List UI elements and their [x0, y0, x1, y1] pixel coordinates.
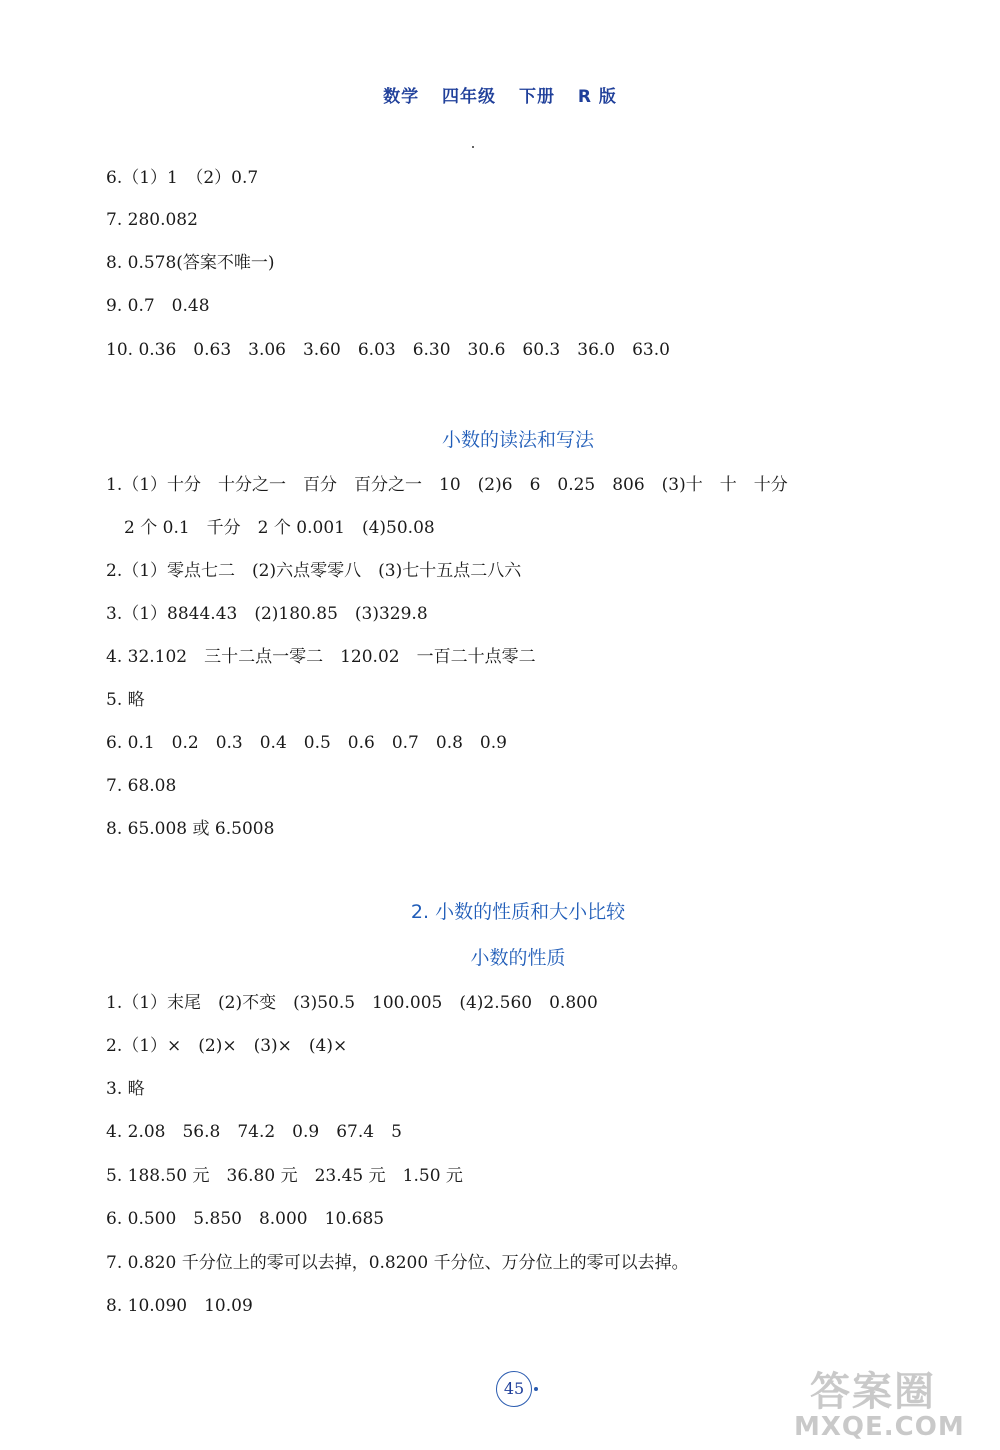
page-number: 45 — [496, 1371, 532, 1407]
header-grade: 四年级 — [442, 87, 497, 107]
answer-line: 9. 0.7 0.48 — [106, 296, 210, 316]
chapter-heading: 2. 小数的性质和大小比较 — [410, 901, 626, 923]
header-edition: R 版 — [577, 87, 617, 107]
header-volume: 下册 — [518, 87, 555, 107]
answer-line: 6. 0.1 0.2 0.3 0.4 0.5 0.6 0.7 0.8 0.9 — [106, 733, 507, 753]
stray-dot — [472, 146, 474, 148]
answer-line: 6. 0.500 5.850 8.000 10.685 — [106, 1209, 385, 1229]
answer-line: 1.（1）十分 十分之一 百分 百分之一 10 (2)6 6 0.25 806 (3)十 十 十分 — [106, 475, 788, 495]
answer-line: 1.（1）末尾 (2)不变 (3)50.5 100.005 (4)2.560 0.800 — [106, 993, 598, 1013]
watermark-logo — [792, 1358, 992, 1448]
answer-line: 6.（1）1 （2）0.7 — [106, 168, 259, 188]
answer-line: 5. 188.50 元 36.80 元 23.45 元 1.50 元 — [106, 1166, 463, 1186]
answer-line: 8. 65.008 或 6.5008 — [106, 819, 275, 839]
answer-line: 7. 280.082 — [106, 210, 198, 230]
answer-line: 2 个 0.1 千分 2 个 0.001 (4)50.08 — [124, 518, 435, 538]
answer-line: 3. 略 — [106, 1079, 145, 1099]
answer-line: 8. 0.578(答案不唯一) — [106, 253, 275, 273]
section-heading: 小数的读法和写法 — [441, 429, 594, 451]
watermark-url-text: MXQE.COM — [794, 1412, 965, 1442]
answer-line: 7. 68.08 — [106, 776, 177, 796]
header-subject: 数学 — [383, 87, 420, 107]
answer-line: 5. 略 — [106, 690, 145, 710]
page-header — [0, 82, 1000, 107]
answer-line: 8. 10.090 10.09 — [106, 1296, 253, 1316]
answer-line: 4. 2.08 56.8 74.2 0.9 67.4 5 — [106, 1122, 402, 1142]
watermark-top-text: 答案圈 — [810, 1369, 936, 1415]
answer-line: 2.（1）零点七二 (2)六点零零八 (3)七十五点二八六 — [106, 561, 522, 581]
answer-line: 10. 0.36 0.63 3.06 3.60 6.03 6.30 30.6 60.3 36.0 63.0 — [106, 340, 670, 360]
section-heading: 小数的性质 — [470, 947, 566, 969]
page-number-dot — [534, 1387, 538, 1391]
answer-line: 3.（1）8844.43 (2)180.85 (3)329.8 — [106, 604, 428, 624]
answer-line: 2.（1）× (2)× (3)× (4)× — [106, 1036, 348, 1056]
answer-line: 7. 0.820 千分位上的零可以去掉，0.8200 千分位、万分位上的零可以去掉。 — [106, 1253, 689, 1273]
answer-line: 4. 32.102 三十二点一零二 120.02 一百二十点零二 — [106, 647, 536, 667]
